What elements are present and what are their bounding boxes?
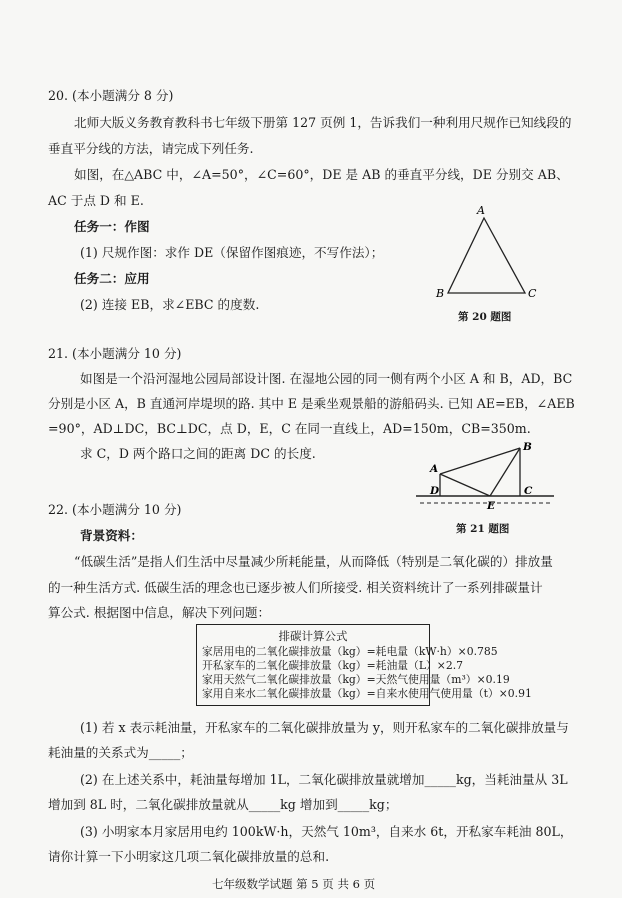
q20-figure-caption: 第 20 题图 <box>458 311 512 323</box>
segment-ab <box>440 448 520 474</box>
q20-task2-title: 任务二：应用 <box>74 271 150 286</box>
label-e: E <box>487 500 496 512</box>
label-a: A <box>477 204 485 217</box>
q22-background-title: 背景资料： <box>80 528 143 543</box>
formula-row: 家居用电的二氧化碳排放量（kg）=耗电量（kW·h）×0.785 <box>202 645 498 658</box>
formula-box-title: 排碳计算公式 <box>278 629 348 643</box>
formula-row: 开私家车的二氧化碳排放量（kg）=耗油量（L）×2.7 <box>202 659 464 672</box>
q22-sub3-line1: (3) 小明家本月家居用电约 100kW·h，天然气 10m³，自来水 6t，开私家车耗油 80L， <box>80 824 573 839</box>
q22-para-line1: “低碳生活”是指人们生活中尽量减少所耗能量，从而降低（特别是二氧化碳的）排放量 <box>74 554 553 569</box>
q20-para-line2: 垂直平分线的方法，请完成下列任务. <box>48 141 254 156</box>
q22-para-line2: 的一种生活方式. 低碳生活的理念也已逐步被人们所接受. 相关资料统计了一系列排碳量计 <box>48 580 543 595</box>
label-b: B <box>436 287 445 300</box>
label-a: A <box>430 463 439 475</box>
q21-park-figure <box>410 436 560 516</box>
q22-sub3-line2: 请你计算一下小明家这几项二氧化碳排放量的总和. <box>48 849 330 864</box>
q22-sub2-line1: (2) 在上述关系中，耗油量每增加 1L，二氧化碳排放量就增加_____kg，当耗油量从 3L <box>80 772 568 787</box>
q20-para-line1: 北师大版义务教育教科书七年级下册第 127 页例 1，告诉我们一种利用尺规作已知线段的 <box>74 115 572 130</box>
q20-item1: (1) 尺规作图：求作 DE（保留作图痕迹，不写作法）； <box>80 245 384 260</box>
q21-para-line2: 分别是小区 A，B 直通河岸堤坝的路. 其中 E 是乘坐观景船的游船码头. 已知 AE=EB，∠AEB <box>48 396 575 411</box>
label-b: B <box>523 441 532 453</box>
label-d: D <box>430 485 440 497</box>
q21-figure-caption: 第 21 题图 <box>456 523 510 535</box>
q21-heading: 21. (本小题满分 10 分) <box>48 346 182 361</box>
q21-para-line3: =90°，AD⊥DC，BC⊥DC，点 D，E，C 在同一直线上，AD=150m，CB=350m. <box>48 421 531 436</box>
label-c: C <box>524 485 533 497</box>
q21-para-line1: 如图是一个沿河湿地公园局部设计图. 在湿地公园的同一侧有两个小区 A 和 B，AD，BC <box>80 371 573 386</box>
q22-sub2-line2: 增加到 8L 时，二氧化碳排放量就从_____kg 增加到_____kg； <box>48 797 398 812</box>
q21-para-line4: 求 C，D 两个路口之间的距离 DC 的长度. <box>80 446 316 461</box>
q20-heading: 20. (本小题满分 8 分) <box>48 88 174 103</box>
q22-heading: 22. (本小题满分 10 分) <box>48 502 182 517</box>
q20-item2: (2) 连接 EB，求∠EBC 的度数. <box>80 297 260 312</box>
q22-sub1-line1: (1) 若 x 表示耗油量，开私家车的二氧化碳排放量为 y，则开私家车的二氧化碳排放量与 <box>80 720 569 735</box>
q20-para-line3: 如图，在△ABC 中，∠A=50°，∠C=60°，DE 是 AB 的垂直平分线，DE 分别交 AB、 <box>74 167 569 182</box>
segment-be <box>490 448 520 496</box>
segment-ae <box>440 474 490 496</box>
triangle-abc <box>448 218 525 293</box>
label-c: C <box>528 287 537 300</box>
q20-task1-title: 任务一：作图 <box>74 219 150 234</box>
q20-para-line4: AC 于点 D 和 E. <box>48 193 144 208</box>
formula-row: 家用天然气二氧化碳排放量（kg）=天然气使用量（m³）×0.19 <box>202 673 510 686</box>
carbon-formula-box <box>196 624 532 706</box>
formula-row: 家用自来水二氧化碳排放量（kg）=自来水使用气使用量（t）×0.91 <box>202 687 532 700</box>
q22-para-line3: 算公式. 根据图中信息，解决下列问题： <box>48 605 271 620</box>
q22-sub1-line2: 耗油量的关系式为_____； <box>48 745 193 760</box>
page-footer: 七年级数学试题 第 5 页 共 6 页 <box>212 877 376 891</box>
